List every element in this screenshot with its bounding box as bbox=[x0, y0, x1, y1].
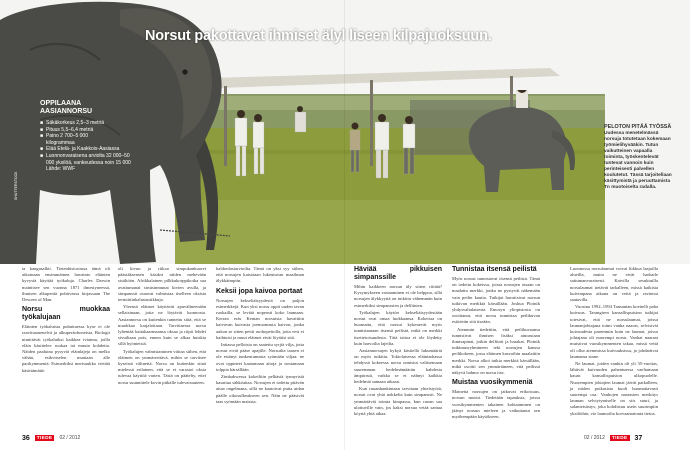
photo-credit: SHUTTERSTOCK bbox=[14, 171, 18, 200]
bullet-icon: ■ bbox=[40, 120, 44, 126]
photo-caption-body: Uudessa menetelmässä norsuja totutetaan kokemaan työmielihyvääkin. Tutun vaikutteinen vapaalla toiminta, työskentelevät tuntevat vannoin kuin perinteisesti palvellen koulutetut. Tässä tarjoitellaan käsittymistä ja peruuttamista Tn muotoiselta radalla. bbox=[604, 131, 672, 190]
fact-item: ■ Luonnonvaraisena arviolta 32 000–50 000 yksilöä, vankeudessa noin 15 000 bbox=[40, 152, 131, 166]
paragraph: Ne laumat, joiden vanhin oli yli 35-vuotias, lähtivät kuivuuden pahentuessa vaeltamaan kauas kansallispuiston ulkopuolelle. Nuorempien johtajien laumat jäivät paikalleen, ja niiden poikasista kuoli huomattavasti suurempi osa. Vanhojen naarasten merkitys lauman selviytymiselle on siis suuri, ja salametsästys, joka kohdistuu usein suurimpiin yksilöihin, vie laumoilta korvaamatonta tietoa. bbox=[570, 361, 658, 416]
paragraph: Kun ruuanhankintaan tarvitaan yhteistyötä, norsut ovat yhtä nokkelia kuin simpanssit. Ne ymmärtävät toimia kimpassa, kun ruoan saa ulottuville vain, jos kaksi norsua vetää samaa köyttä yhtä aikaa. bbox=[354, 386, 442, 417]
page-footer-right bbox=[584, 433, 642, 443]
paragraph: Intiassa pelloista on saatettu syrjiä vilja, jotta norsut eivät pääse apajille. Norsuilta taasen ei ole estänyt tunkeutumasta syömään viljaa: ne ovat oppineet kaatamaan aitoja ja nostamaan tolppia kärsällään. bbox=[216, 342, 304, 372]
paragraph: Myös norsut tunnistavat itsensä peilistä. Tämä on todettu kokeissa, joissa norsujen otsaan on maalattu merkki, jonka ne pystyvät näkemään vain peilin kautta. Tutkijat havaitsivat norsun tutkivan merkkiä kärsällään. Joshua Plotnik yhdysvaltalaisesta Emoryn yliopistosta on osoittanut, että norsu tunnistaa peilikuvan esittävän sitä itseään. bbox=[452, 276, 540, 325]
fact-item: kilogrammaa bbox=[46, 139, 75, 146]
text-column-2 bbox=[118, 266, 206, 387]
people-figures-image bbox=[225, 100, 455, 190]
bullet-icon: ■ bbox=[40, 146, 44, 153]
paragraph: Yleensä eläimet käyttävät apuvälineenään sellaisinaan, joita ne löytävät luonnosta. Aasiannorsu on kuitenkin tunnettu siitä, että se muokkaa karjaloitaan. Tarvittaessa norsu lyhentää kattakaarmaansa oksaa ja riipii lehdet sivuiltaan pois, ennen kuin se alkaa huiskia sillä hyönteisiä. bbox=[118, 304, 206, 347]
paragraph: Aasiannorsujen kykyä käsitellä lukumääriä on myös tutkittu. Tokiolaisessa eläintarhassa tehdyssä kokeessa norsu onnistui valitsemaan suuremman hedelmämäärän kahdesta ämpäristä, vaikka se ei nähnyt kaikkia hedelmiä samaan aikaan. bbox=[354, 348, 442, 385]
page-number: 37 bbox=[634, 434, 643, 442]
fact-box-list bbox=[40, 120, 138, 173]
paragraph: Työkalujen käytön kekseliäisyydestään norsut ovat omaa luokkaansa. Kokeissa on huomattu, että norsut kykenevät myös tunnistamaan itsensä peilistä, mikä on merkki itsetietoisuudesta. Tätä taitoa ei ole löydetty kuin harvoilta lajeilta. bbox=[354, 309, 442, 346]
subheading: Muistaa vuosikymmeniä bbox=[452, 379, 533, 387]
paragraph: oli kivun ja riikoo simpukankuoret päästäksensen käsiksi niiden mehevään sisältöön. Afrikkalainen pilkkukorppikotka saa avattumanat strutsinmunat kivien avulla, ja simpanssit osaavat valmistaa itselleen oksista termiittinkalastustikkuja. bbox=[118, 266, 206, 303]
fact-item: ■ Säkäkorkeus 2,5–3 metriä bbox=[40, 120, 105, 126]
text-column-4 bbox=[354, 266, 442, 418]
paragraph: Aiemmin tiedettiin, että peilikuvaansa tunnistivat ihmisen lisäksi ainoastaan ihmisapinat, jotkin delfiinit ja harakat. Plotnik tutkimusryhmineen teki norsujen kanssa peilikokeen, jossa eläimen kasvoihin maalattiin merkki. Norsu alkoi tutkia merkkiä kärsällään, mikä osoitti sen ymmärtäneen, että peilissä näkyvä hahmo on norsu itse. bbox=[452, 326, 540, 376]
subheading: Keksii jopa kaivoa portaat bbox=[216, 287, 303, 295]
subheading: Häviää pikkuisen simpanssille bbox=[354, 266, 442, 281]
bullet-icon: ■ bbox=[40, 133, 44, 140]
paragraph: Luonnossa norsulaumat voivat liikkua laajoilla alueilla, mutta ne eivät harhaile sattumanvaraisesti. Kaivilla sesuktuilla norsulaumat tietävät tarkalleen, missä kaikista kuivimpana aikana on vettä ja ravintoa saatavilla. bbox=[570, 266, 658, 303]
fact-box-title-line2: AASIANNORSU bbox=[40, 108, 93, 115]
fact-source: Lähde: WWF bbox=[46, 166, 76, 173]
bullet-icon: ■ bbox=[40, 126, 44, 133]
paragraph: Mainetta norsujen on jatkuvat erikoisuus, norsun muisti. Tiedetään tapauksia, joissa vuosikymmenten takainen kohtaaminen on jäänyt norsun mieleen ja vaikuttanut sen myöhempään käytökseen. bbox=[452, 389, 540, 420]
article-headline: Norsut pakottavat ihmiset älyl liseen kilpajuoksuun. bbox=[145, 28, 492, 44]
issue-number: 02 / 2012 bbox=[59, 435, 81, 441]
fact-item: ■ Paino 2 700–5 000 bbox=[40, 133, 88, 140]
text-column-5 bbox=[452, 266, 540, 421]
paragraph: Työkalujen valmistaminen viittaa siihen, että eläimen on ymmärrettävä, mihin se tarvitsee kyseistä välinettä. Norsu on kuitenkin siinä mielessä erilainen, että se ei varastoi oksia tulevaa käyttöä varten. Tästä on päätelty, ettei norsu suunnittele kovin pitkälle tulevaisuuteen. bbox=[118, 348, 206, 385]
page-gutter bbox=[344, 0, 345, 450]
magazine-logo: TIEDE bbox=[36, 435, 53, 441]
photo-caption-title: PELOTON PITÄÄ TYÖSSÄ bbox=[604, 124, 672, 130]
paragraph: ta kangasalkit. Tietenhistoriassa tämä oli aikoinaan ensimmäinen havainto eläinten kyvystä käyttää työkaluja. Charles Darwin mainitsee sen vuonna 1871 ilmestyneessä, ihmisen alkuperää pohtivassa kirjassaan The Descent of Man. bbox=[22, 266, 110, 303]
page-number: 36 bbox=[22, 434, 30, 442]
paragraph: Mihin kaikkeen norsun äly sitten riittää? Kysymykseen vastaaminen ei ole helppoa, sillä norsujen älykkyyttä on tutkittu vähemmän kuin esimerkiksi simpanssien ja delfiinien. bbox=[354, 284, 442, 308]
text-column-6 bbox=[570, 266, 658, 418]
subheading: Norsu muokkaa työkalujaan bbox=[22, 306, 110, 322]
text-column-1 bbox=[22, 266, 110, 375]
magazine-logo: TIEDE bbox=[611, 435, 628, 441]
paragraph: Norsujen kekseliäisyydestä on paljon esimerkkejä. Kun yksi norsu oppii uuden tavan ruokailla, se leviää nopeasti koko laumaan. Kerran eräs Kenian norsuista havaittiin kaivavan kuivasta joenuomasta kaivon, jonka aukon se sitten peitti ruohopeitolla, jotta vesi ei haihtuisi ja muut eläimet eivät löytäisi sitä. bbox=[216, 297, 304, 340]
bullet-icon: ■ bbox=[40, 152, 44, 159]
paragraph: Eläinten työkaluista puhuttaessa kyse ei ole raavitusmenelvä ja alkuperäohoneista. Biologit nimittävät työkaluiksi kaikkea tviaima, joilla eläin käsittelee ruokaa tai muuta kohdetta. Näiden paaluina pysyviä eläinlajeja on melko vähän, esikvitselen muutaan alle parikymmentä. Esimerkiksi merisaukko viettää käsittämättö bbox=[22, 324, 110, 373]
fact-item: ■ Elää Etelä- ja Kaakkois-Aasiassa bbox=[40, 146, 120, 153]
elephant-background-image bbox=[460, 90, 580, 200]
paragraph: Vuosina 1992–1994 Tansanian koettelli paha kuivuus. Tarangiren kansallispuiston tutkijat totesivat, että ne norsulaumat, joissa laumanjohtajana toimi vanha naaras, selvisivät kuivuudesta paremmin kuin ne laumat, joissa johtajana oli nuorempi norsu. Vanhat naaraat muistivat vuosikymmenten takaa, missä vettä oli ollut aiemmissa kuivuuksissa, ja johdattivat laumansa sinne. bbox=[570, 304, 658, 359]
fact-box bbox=[40, 100, 138, 173]
page-footer-left bbox=[22, 433, 80, 443]
fact-box-title-line1: OPPILAANA bbox=[40, 100, 82, 107]
fact-item: ■ Pituus 5,5–6,4 metriä bbox=[40, 126, 94, 133]
issue-number: 02 / 2012 bbox=[584, 435, 605, 441]
paragraph: Zimbabwessa kokeiltiin pelkästä tynnyristä kasattua sähköaitaa. Norsujen ei todettu pitävän aitaa ongelmana, sillä ne kaatoivat puita aidan päälle oikosulkeakseen sen. Näin ne pääsivät taas syömään maissia. bbox=[216, 374, 304, 404]
subheading: Tunnistaa itsensä peilistä bbox=[452, 266, 537, 273]
text-column-3 bbox=[216, 266, 304, 406]
paragraph: kaldonlasiarvioilta. Tämä on yksi syy siihen, että norsujen katsotaan lukeutuvan maailman älykkäimpiin. bbox=[216, 266, 304, 284]
photo-caption bbox=[604, 124, 672, 191]
